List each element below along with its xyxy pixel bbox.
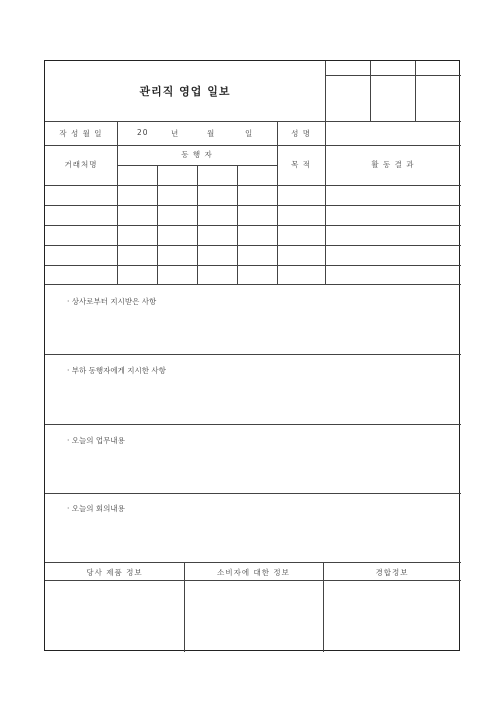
rule	[45, 245, 461, 246]
consumer-info-header: 소비자에 대한 정보	[217, 568, 290, 577]
rule	[45, 185, 461, 186]
approval-box-3[interactable]	[416, 76, 461, 121]
rule	[45, 354, 461, 355]
companion-column-header: 동 행 자	[181, 150, 213, 159]
rule	[325, 121, 326, 284]
section-instructions-to-subordinate: · 부하 동행자에게 지시한 사항	[67, 366, 166, 375]
year-prefix: 20	[137, 128, 149, 137]
rule	[45, 424, 461, 425]
section-today-meeting: · 오늘의 회의내용	[67, 504, 125, 513]
rule	[117, 121, 118, 284]
approval-box-1[interactable]	[325, 76, 370, 121]
name-field[interactable]	[326, 122, 461, 145]
rule	[45, 493, 461, 494]
rule	[45, 562, 461, 563]
result-column-header: 활 동 결 과	[371, 160, 415, 169]
section-instructions-from-superior: · 상사로부터 지시받은 사항	[67, 297, 157, 306]
rule	[45, 145, 461, 146]
rule	[45, 205, 461, 206]
approval-box-2[interactable]	[371, 76, 415, 121]
competitor-info-header: 경합정보	[375, 568, 409, 577]
rule	[45, 580, 461, 581]
rule	[277, 121, 278, 284]
rule	[45, 225, 461, 226]
sales-daily-report-form	[44, 60, 460, 651]
form-title: 관리직 영업 일보	[139, 85, 231, 98]
purpose-column-header: 목 적	[291, 160, 311, 169]
rule	[237, 165, 238, 284]
rule	[45, 284, 461, 285]
rule	[45, 265, 461, 266]
month-unit: 월	[207, 129, 216, 138]
day-unit: 일	[245, 129, 254, 138]
name-label: 성 명	[291, 129, 311, 138]
rule	[197, 165, 198, 284]
date-label: 작 성 월 일	[59, 129, 103, 138]
client-column-header: 거래처명	[64, 160, 98, 169]
section-today-work: · 오늘의 업무내용	[67, 436, 125, 445]
product-info-header: 당사 제품 정보	[86, 568, 143, 577]
rule	[157, 165, 158, 284]
year-unit: 년	[171, 129, 180, 138]
